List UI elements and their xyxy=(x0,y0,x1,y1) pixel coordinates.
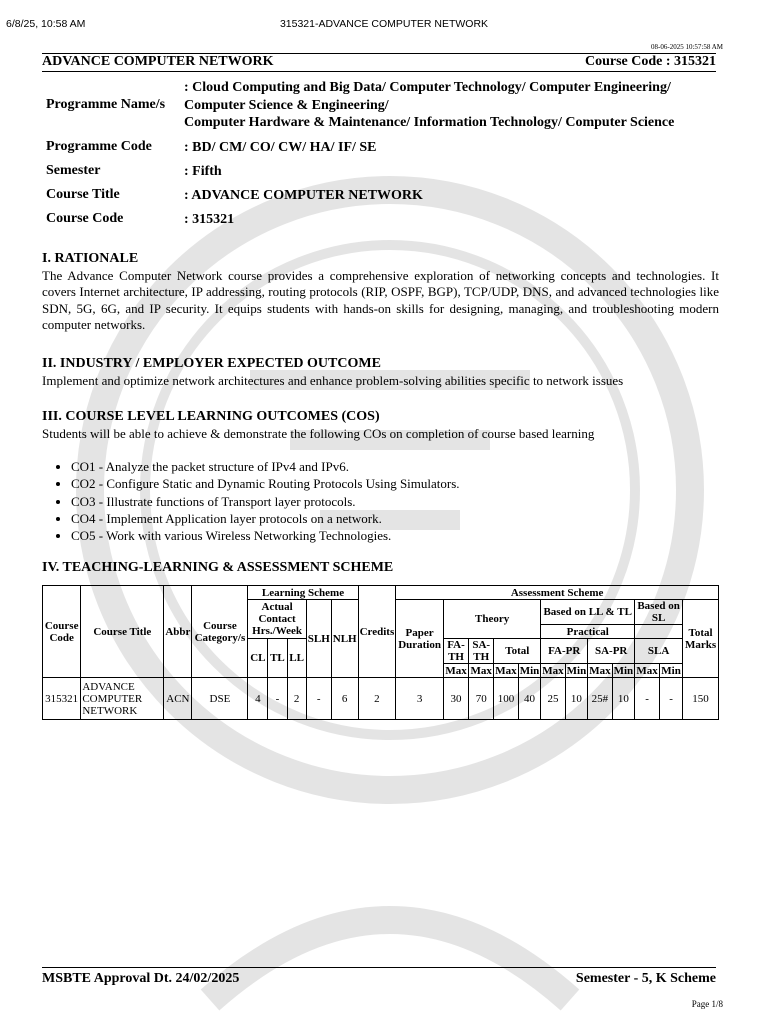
programme-code-label: Programme Code xyxy=(46,139,152,154)
course-code-label: Course Code xyxy=(46,211,124,226)
list-item: • CO1 - Analyze the packet structure of IPv4 and IPv6. xyxy=(71,458,460,475)
cell-credits: 2 xyxy=(358,678,396,720)
cell-code: 315321 xyxy=(43,678,81,720)
cell-total-marks: 150 xyxy=(683,678,719,720)
th-theory: Theory xyxy=(443,600,540,639)
th-total-marks: Total Marks xyxy=(683,600,719,678)
th-contact-hours: Actual Contact Hrs./Week xyxy=(248,600,306,639)
th-min: Min xyxy=(661,664,681,677)
course-code-header: Course Code : 315321 xyxy=(584,54,716,69)
th-sla: SLA xyxy=(635,639,683,664)
cell-sla-max: - xyxy=(635,678,660,720)
th-based-ll-tl: Based on LL & TL xyxy=(541,600,635,625)
cos-section xyxy=(42,409,719,442)
cell-sa-pr-max: 25# xyxy=(588,678,612,720)
th-abbr: Abbr xyxy=(164,586,192,678)
th-course-code: Course Code xyxy=(43,586,81,678)
teaching-assessment-table xyxy=(42,585,719,720)
th-cl: CL xyxy=(248,639,268,678)
cell-total-min: 40 xyxy=(518,678,541,720)
th-credits: Credits xyxy=(358,586,396,678)
th-practical: Practical xyxy=(541,625,635,639)
course-title-label: Course Title xyxy=(46,187,120,202)
course-header-bar xyxy=(42,53,716,72)
th-tl: TL xyxy=(268,639,287,678)
browser-datetime: 6/8/25, 10:58 AM xyxy=(6,18,86,30)
cos-heading: III. COURSE LEVEL LEARNING OUTCOMES (COS) xyxy=(42,409,380,424)
th-max: Max xyxy=(589,664,611,677)
rationale-text: The Advance Computer Network course provides a comprehensive exploration of networking concepts and technologies. It covers Internet architecture, IP addressing, routing protocols (RIP, OSPF, BGP), TCP/UDP, DNS, and advanced technologies like SDN, 5G, 6G, and IP security. It equips students with hands-on skills for designing, managing, and troubleshooting modern computer networks. xyxy=(42,267,719,332)
th-max: Max xyxy=(445,664,467,677)
cos-intro: Students will be able to achieve & demonstrate the following COs on completion of course based learning xyxy=(42,425,595,441)
cell-sa-pr-min: 10 xyxy=(612,678,635,720)
rationale-heading: I. RATIONALE xyxy=(42,251,139,266)
list-item: • CO4 - Implement Application layer protocols on a network. xyxy=(71,510,460,527)
semester-label: Semester xyxy=(46,163,101,178)
cell-title: ADVANCE COMPUTER NETWORK xyxy=(81,678,164,720)
th-sl-blank xyxy=(635,625,683,639)
cell-tl: - xyxy=(268,678,287,720)
cell-nlh: 6 xyxy=(331,678,358,720)
cell-ll: 2 xyxy=(287,678,306,720)
table-row xyxy=(43,678,719,720)
th-max: Max xyxy=(636,664,658,677)
th-fa-th: FA-TH xyxy=(443,639,468,664)
programme-label: Programme Name/s xyxy=(46,97,166,112)
th-course-title: Course Title xyxy=(81,586,164,678)
generated-timestamp: 08-06-2025 10:57:58 AM xyxy=(651,43,723,51)
page-number: Page 1/8 xyxy=(691,999,723,1009)
cell-cl: 4 xyxy=(248,678,268,720)
th-min: Min xyxy=(566,664,587,677)
th-paper-duration: Paper Duration xyxy=(396,600,444,678)
th-total: Total xyxy=(494,639,541,664)
industry-section xyxy=(42,356,719,389)
th-sa-pr: SA-PR xyxy=(588,639,635,664)
cell-sla-min: - xyxy=(660,678,683,720)
rationale-section xyxy=(42,251,719,334)
th-min: Min xyxy=(519,664,540,677)
th-max: Max xyxy=(495,664,517,677)
th-fa-pr: FA-PR xyxy=(541,639,588,664)
programme-names xyxy=(184,79,674,132)
course-name-header: ADVANCE COMPUTER NETWORK xyxy=(42,54,274,69)
industry-text: Implement and optimize network architectures and enhance problem-solving abilities specific to network issues xyxy=(42,372,624,388)
programme-code-value: : BD/ CM/ CO/ CW/ HA/ IF/ SE xyxy=(184,140,377,155)
semester-scheme: Semester - 5, K Scheme xyxy=(575,971,716,986)
industry-heading: II. INDUSTRY / EMPLOYER EXPECTED OUTCOME xyxy=(42,356,381,371)
programme-line-2: Computer Science & Engineering/ xyxy=(184,97,389,113)
cell-fa-pr-min: 10 xyxy=(565,678,588,720)
scheme-heading: IV. TEACHING-LEARNING & ASSESSMENT SCHEME xyxy=(42,560,394,575)
th-category: Course Category/s xyxy=(192,586,248,678)
cell-total-max: 100 xyxy=(494,678,518,720)
browser-page-title: 315321-ADVANCE COMPUTER NETWORK xyxy=(279,18,489,30)
page-footer xyxy=(42,967,716,988)
cell-sa-th-max: 70 xyxy=(469,678,494,720)
cell-fa-pr-max: 25 xyxy=(541,678,565,720)
scheme-section xyxy=(42,560,719,577)
th-ll: LL xyxy=(287,639,306,678)
course-code-value: : 315321 xyxy=(184,212,235,227)
th-min: Min xyxy=(613,664,634,677)
course-title-value: : ADVANCE COMPUTER NETWORK xyxy=(184,188,423,203)
approval-date: MSBTE Approval Dt. 24/02/2025 xyxy=(42,971,240,986)
list-item: • CO5 - Work with various Wireless Networking Technologies. xyxy=(71,527,460,544)
th-slh: SLH xyxy=(306,600,331,678)
th-assessment-scheme: Assessment Scheme xyxy=(396,586,719,600)
cos-list xyxy=(42,458,460,544)
cell-abbr: ACN xyxy=(164,678,192,720)
cell-fa-th-max: 30 xyxy=(443,678,468,720)
th-nlh: NLH xyxy=(331,600,358,678)
th-max: Max xyxy=(470,664,492,677)
list-item: • CO3 - Illustrate functions of Transport layer protocols. xyxy=(71,493,460,510)
th-learning-scheme: Learning Scheme xyxy=(248,586,358,600)
programme-line-3: Computer Hardware & Maintenance/ Information Technology/ Computer Science xyxy=(184,115,675,130)
th-sa-th: SA-TH xyxy=(469,639,494,664)
list-item: • CO2 - Configure Static and Dynamic Routing Protocols Using Simulators. xyxy=(71,475,460,492)
cell-slh: - xyxy=(306,678,331,720)
cell-category: DSE xyxy=(192,678,248,720)
th-based-sl: Based on SL xyxy=(635,600,683,625)
semester-value: : Fifth xyxy=(184,164,222,179)
th-max: Max xyxy=(542,664,564,677)
programme-line-1: : Cloud Computing and Big Data/ Computer Technology/ Computer Engineering/ xyxy=(184,80,671,95)
cell-paper: 3 xyxy=(396,678,444,720)
